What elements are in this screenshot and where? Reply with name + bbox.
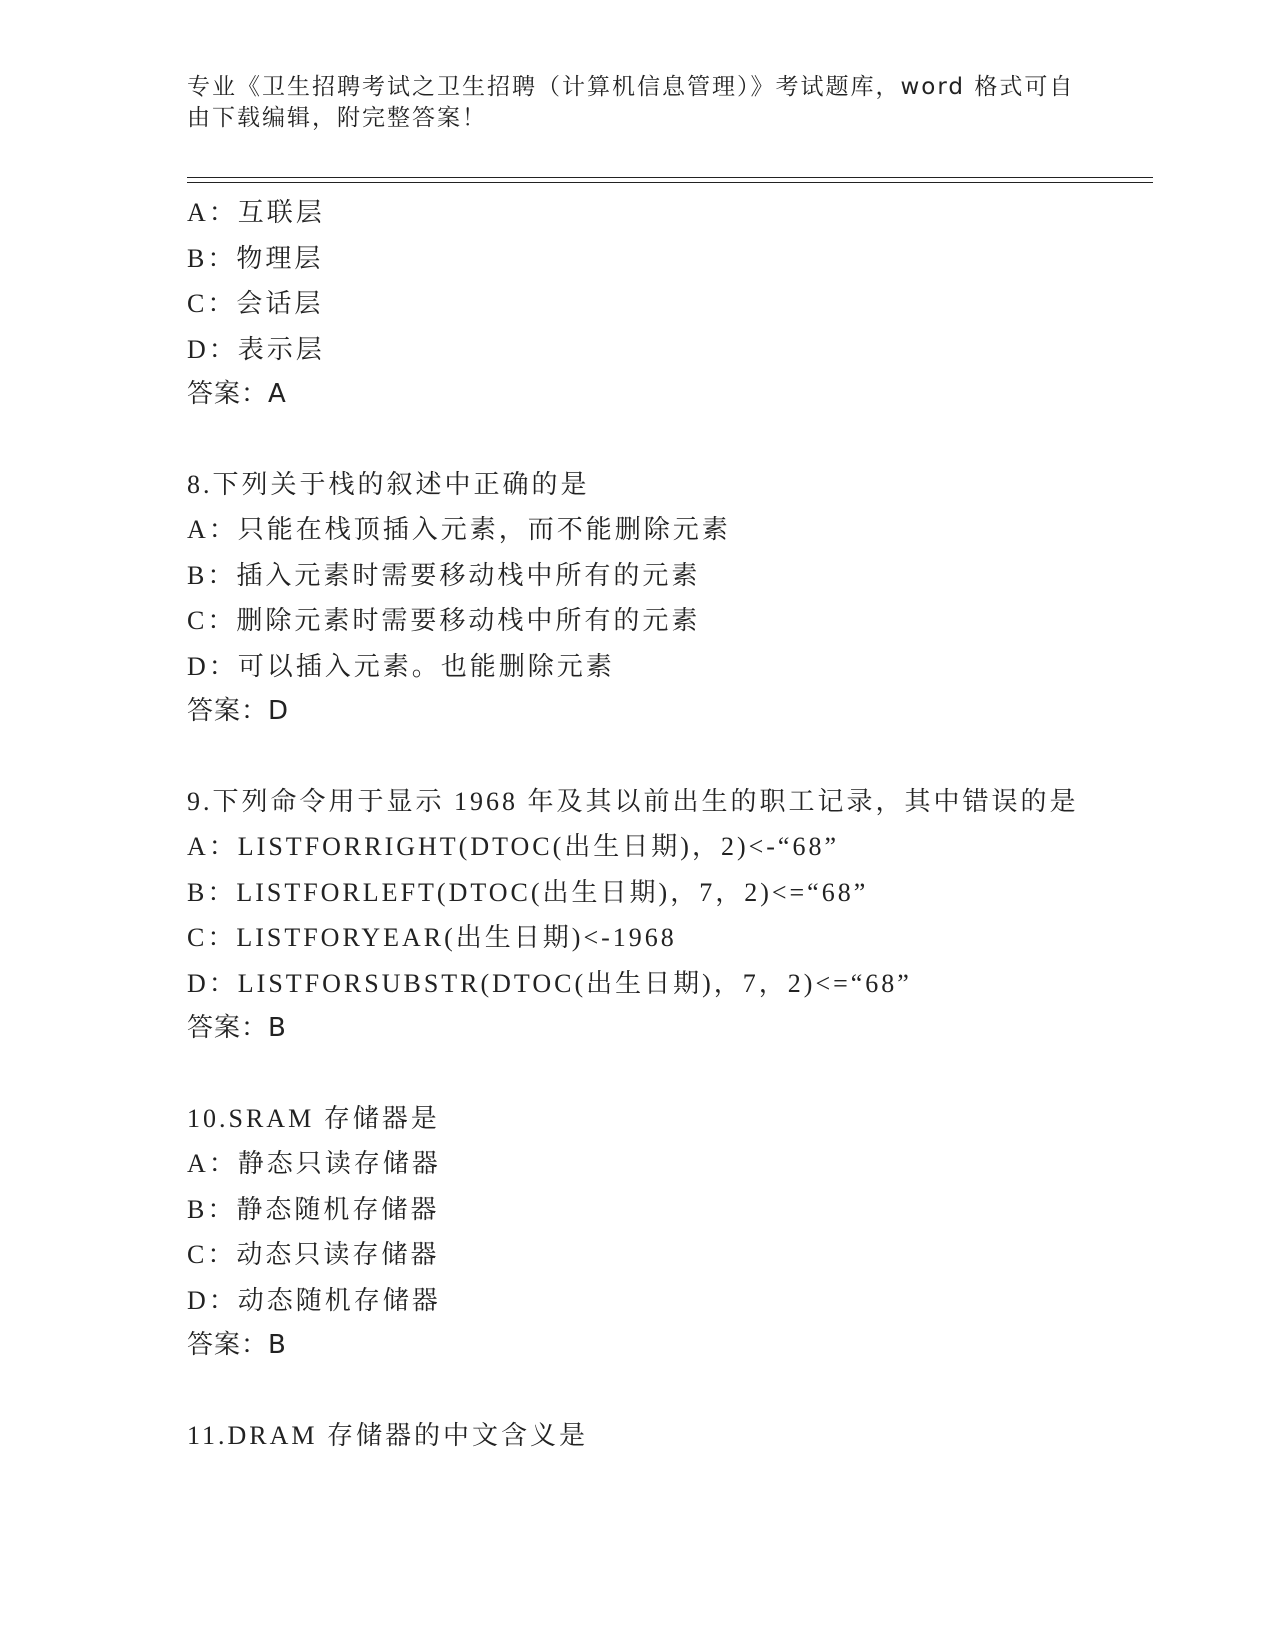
header-line-1: 专业《卫生招聘考试之卫生招聘（计算机信息管理）》考试题库，word 格式可自 [187, 74, 1075, 100]
question-text: 10.SRAM 存储器是 [187, 1103, 440, 1133]
question-text: 11.DRAM 存储器的中文含义是 [187, 1420, 589, 1450]
option-c: C：会话层 [187, 289, 324, 318]
header-rule-top [187, 177, 1153, 178]
spacer [187, 1052, 1187, 1096]
option-d: D：LISTFORSUBSTR(DTOC(出生日期)，7，2)<=“68” [187, 968, 912, 998]
question-text: 9.下列命令用于显示 1968 年及其以前出生的职工记录，其中错误的是 [187, 786, 1079, 816]
option-d: D：可以插入元素。也能删除元素 [187, 651, 615, 681]
answer: 答案：D [187, 696, 290, 726]
spacer [187, 1369, 1187, 1413]
option-a: A：LISTFORRIGHT(DTOC(出生日期)，2)<-“68” [187, 832, 840, 861]
option-c: C：LISTFORYEAR(出生日期)<-1968 [187, 923, 677, 952]
option-d: D：动态随机存储器 [187, 1285, 441, 1315]
option-a: A：静态只读存储器 [187, 1149, 441, 1178]
question-11 [187, 1413, 1187, 1459]
answer: 答案：B [187, 1013, 287, 1043]
question-8 [187, 462, 1187, 735]
option-c: C：删除元素时需要移动栈中所有的元素 [187, 606, 701, 635]
question-10 [187, 1096, 1187, 1369]
spacer [187, 735, 1187, 779]
option-b: B：插入元素时需要移动栈中所有的元素 [187, 560, 701, 590]
document-header [187, 72, 1075, 134]
header-line-2: 由下载编辑，附完整答案！ [187, 105, 487, 131]
option-a: A：互联层 [187, 198, 325, 227]
question-list [187, 190, 1187, 1458]
option-a: A：只能在栈顶插入元素，而不能删除元素 [187, 515, 731, 544]
header-rule-bottom [187, 182, 1153, 183]
option-d: D：表示层 [187, 334, 325, 364]
answer: 答案：A [187, 379, 287, 409]
question-text: 8.下列关于栈的叙述中正确的是 [187, 469, 590, 499]
question-9 [187, 779, 1187, 1052]
spacer [187, 418, 1187, 462]
question-7 [187, 190, 1187, 418]
option-c: C：动态只读存储器 [187, 1240, 440, 1269]
option-b: B：物理层 [187, 243, 324, 273]
option-b: B：LISTFORLEFT(DTOC(出生日期)，7，2)<=“68” [187, 877, 869, 907]
answer: 答案：B [187, 1330, 287, 1360]
option-b: B：静态随机存储器 [187, 1194, 440, 1224]
